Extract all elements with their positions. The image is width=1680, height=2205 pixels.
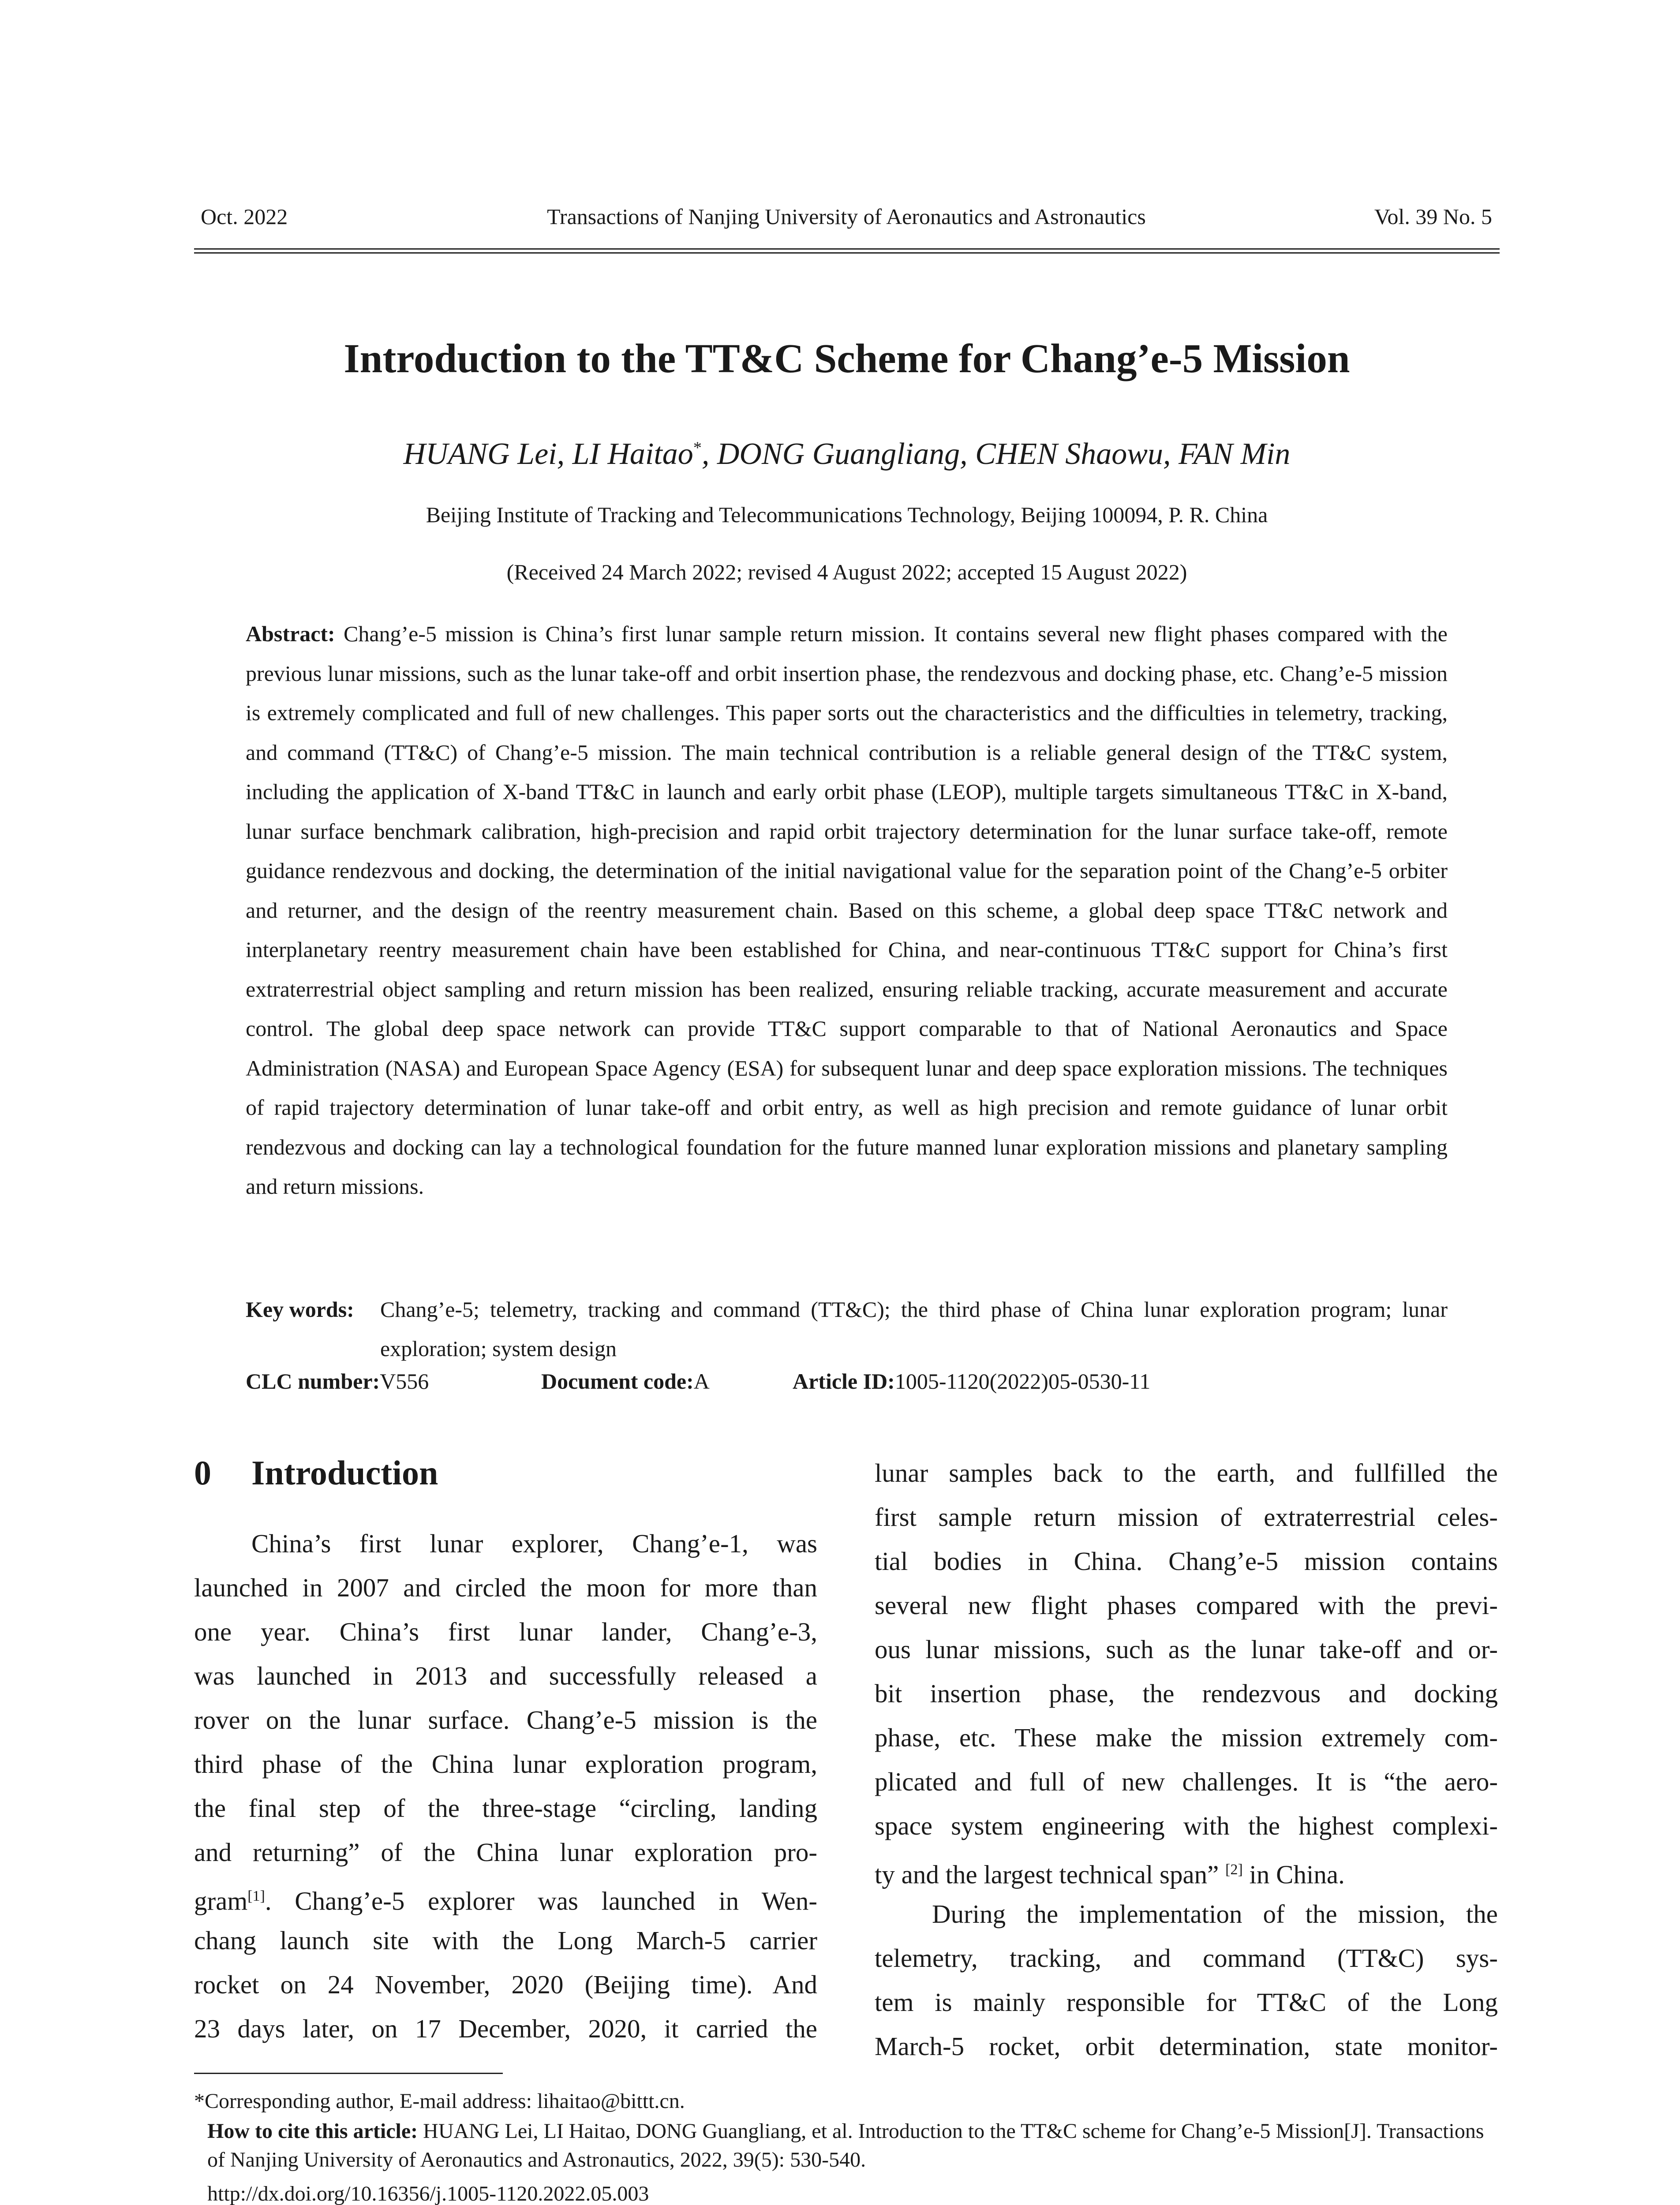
body-left-column xyxy=(194,1521,817,2051)
body-line: plicated and full of new challenges. It is “the aero- xyxy=(875,1767,1498,1796)
body-line: third phase of the China lunar exploration program, xyxy=(194,1749,817,1779)
citation-label: How to cite this article: xyxy=(207,2119,418,2143)
section-heading xyxy=(194,1453,438,1493)
abstract xyxy=(246,614,1448,1207)
body-line: gram[1]. Chang’e-5 explorer was launched in Wen- xyxy=(194,1886,817,1916)
abstract-label: Abstract: xyxy=(246,621,335,646)
clc-value: V556 xyxy=(380,1369,429,1394)
doc-code-label: Document code: xyxy=(541,1369,694,1394)
section-number: 0 xyxy=(194,1454,211,1492)
body-line: several new flight phases compared with the previ- xyxy=(875,1591,1498,1620)
author-list xyxy=(194,437,1500,472)
body-line: rover on the lunar surface. Chang’e-5 mission is the xyxy=(194,1705,817,1734)
citation-note xyxy=(207,2117,1500,2174)
body-line: was launched in 2013 and successfully released a xyxy=(194,1661,817,1690)
body-line: launched in 2007 and circled the moon for more than xyxy=(194,1573,817,1602)
author-2: LI Haitao xyxy=(572,437,693,471)
keywords-label: Key words: xyxy=(246,1297,354,1322)
body-line: space system engineering with the highest complexi- xyxy=(875,1811,1498,1840)
received-dates: (Received 24 March 2022; revised 4 August 2022; accepted 15 August 2022) xyxy=(506,560,1187,584)
issue-date: Oct. 2022 xyxy=(201,204,288,229)
body-line: ty and the largest technical span” [2] in China. xyxy=(875,1860,1345,1889)
header-rule xyxy=(194,248,1500,254)
body-line: ous lunar missions, such as the lunar take-off and or- xyxy=(875,1635,1498,1664)
body-line: March-5 rocket, orbit determination, state monitor- xyxy=(875,2032,1498,2061)
paper-title: Introduction to the TT&C Scheme for Chang’e-5 Mission xyxy=(344,336,1350,381)
corresponding-author-note: *Corresponding author, E-mail address: lihaitao@bittt.cn. xyxy=(194,2089,685,2113)
clc-label: CLC number: xyxy=(246,1369,380,1394)
running-head xyxy=(201,204,1492,235)
abstract-text: Chang’e-5 mission is China’s first lunar sample return mission. It contains several new flight phases compared with the previous lunar missions, such as the lunar take-off and orbit insertion phase, the rendezvous and docking phase, etc. Chang’e-5 mission is extremely complicated and full of new challenges. This paper sorts out the characteristics and the difficulties in telemetry, tracking, and command (TT&C) of Chang’e-5 mission. The main technical contribution is a reliable general design of the TT&C system, including the application of X-band TT&C in launch and early orbit phase (LEOP), multiple targets simultaneous TT&C in X-band, lunar surface benchmark calibration, high-precision and rapid orbit trajectory determination for the lunar surface take-off, remote guidance rendezvous and docking, the determination of the initial navigational value for the separation point of the Chang’e-5 orbiter and returner, and the design of the reentry measurement chain. Based on this scheme, a global deep space TT&C network and interplanetary reentry measurement chain have been established for China, and near-continuous TT&C support for China’s first extraterrestrial object sampling and return mission has been realized, ensuring reliable tracking, accurate measurement and accurate control. The global deep space network can provide TT&C support comparable to that of National Aeronautics and Space Administration (NASA) and European Space Agency (ESA) for subsequent lunar and deep space exploration missions. The techniques of rapid trajectory determination of lunar take-off and orbit entry, as well as high precision and remote guidance of lunar orbit rendezvous and docking can lay a technological foundation for the future manned lunar exploration missions and planetary sampling and return missions. xyxy=(246,621,1448,1199)
citation-ref: [1] xyxy=(247,1888,265,1904)
body-line: and returning” of the China lunar exploration pro- xyxy=(194,1838,817,1867)
doc-code-value: A xyxy=(693,1369,710,1394)
doi-link[interactable]: http://dx.doi.org/10.16356/j.1005-1120.2022.05.003 xyxy=(207,2182,649,2205)
volume-number: Vol. 39 No. 5 xyxy=(1374,204,1492,229)
body-line: first sample return mission of extraterrestrial celes- xyxy=(875,1502,1498,1532)
body-line: rocket on 24 November, 2020 (Beijing time). And xyxy=(194,1970,817,1999)
section-title: Introduction xyxy=(251,1454,438,1492)
citation-text: HUANG Lei, LI Haitao, DONG Guangliang, et al. Introduction to the TT&C scheme for Chang’e-5 Mission[J]. Transactions of Nanjing University of Aeronautics and Astronautics, 2022, 39(5): 530-540. xyxy=(207,2119,1484,2171)
body-line: 23 days later, on 17 December, 2020, it carried the xyxy=(194,2014,817,2043)
author-others: , DONG Guangliang, CHEN Shaowu, FAN Min xyxy=(701,437,1291,471)
body-line: bit insertion phase, the rendezvous and docking xyxy=(875,1679,1498,1708)
body-line: chang launch site with the Long March-5 carrier xyxy=(194,1926,817,1955)
body-line: the final step of the three-stage “circling, landing xyxy=(194,1794,817,1823)
article-id-value: 1005-1120(2022)05-0530-11 xyxy=(894,1369,1151,1394)
article-id-label: Article ID: xyxy=(793,1369,895,1394)
citation-ref: [2] xyxy=(1225,1861,1243,1878)
body-line: China’s first lunar explorer, Chang’e-1, was xyxy=(251,1529,817,1558)
affiliation: Beijing Institute of Tracking and Telecommunications Technology, Beijing 100094, P. R. China xyxy=(426,502,1268,527)
body-line: lunar samples back to the earth, and fullfilled the xyxy=(875,1458,1498,1487)
body-line: During the implementation of the mission, the xyxy=(932,1899,1498,1928)
author-1: HUANG Lei, xyxy=(403,437,572,471)
body-line: one year. China’s first lunar lander, Chang’e-3, xyxy=(194,1617,817,1646)
body-line: telemetry, tracking, and command (TT&C) sys- xyxy=(875,1943,1498,1973)
footnote-rule xyxy=(194,2073,503,2074)
body-line: tem is mainly responsible for TT&C of the Long xyxy=(875,1988,1498,2017)
keywords-text: Chang’e-5; telemetry, tracking and command (TT&C); the third phase of China lunar exploration program; lunar exploration; system design xyxy=(380,1297,1448,1361)
journal-name: Transactions of Nanjing University of Aeronautics and Astronautics xyxy=(547,204,1146,229)
body-line: tial bodies in China. Chang’e-5 mission contains xyxy=(875,1547,1498,1576)
body-right-column xyxy=(875,1451,1498,2068)
corresponding-mark: * xyxy=(693,438,702,457)
body-line: phase, etc. These make the mission extremely com- xyxy=(875,1723,1498,1752)
